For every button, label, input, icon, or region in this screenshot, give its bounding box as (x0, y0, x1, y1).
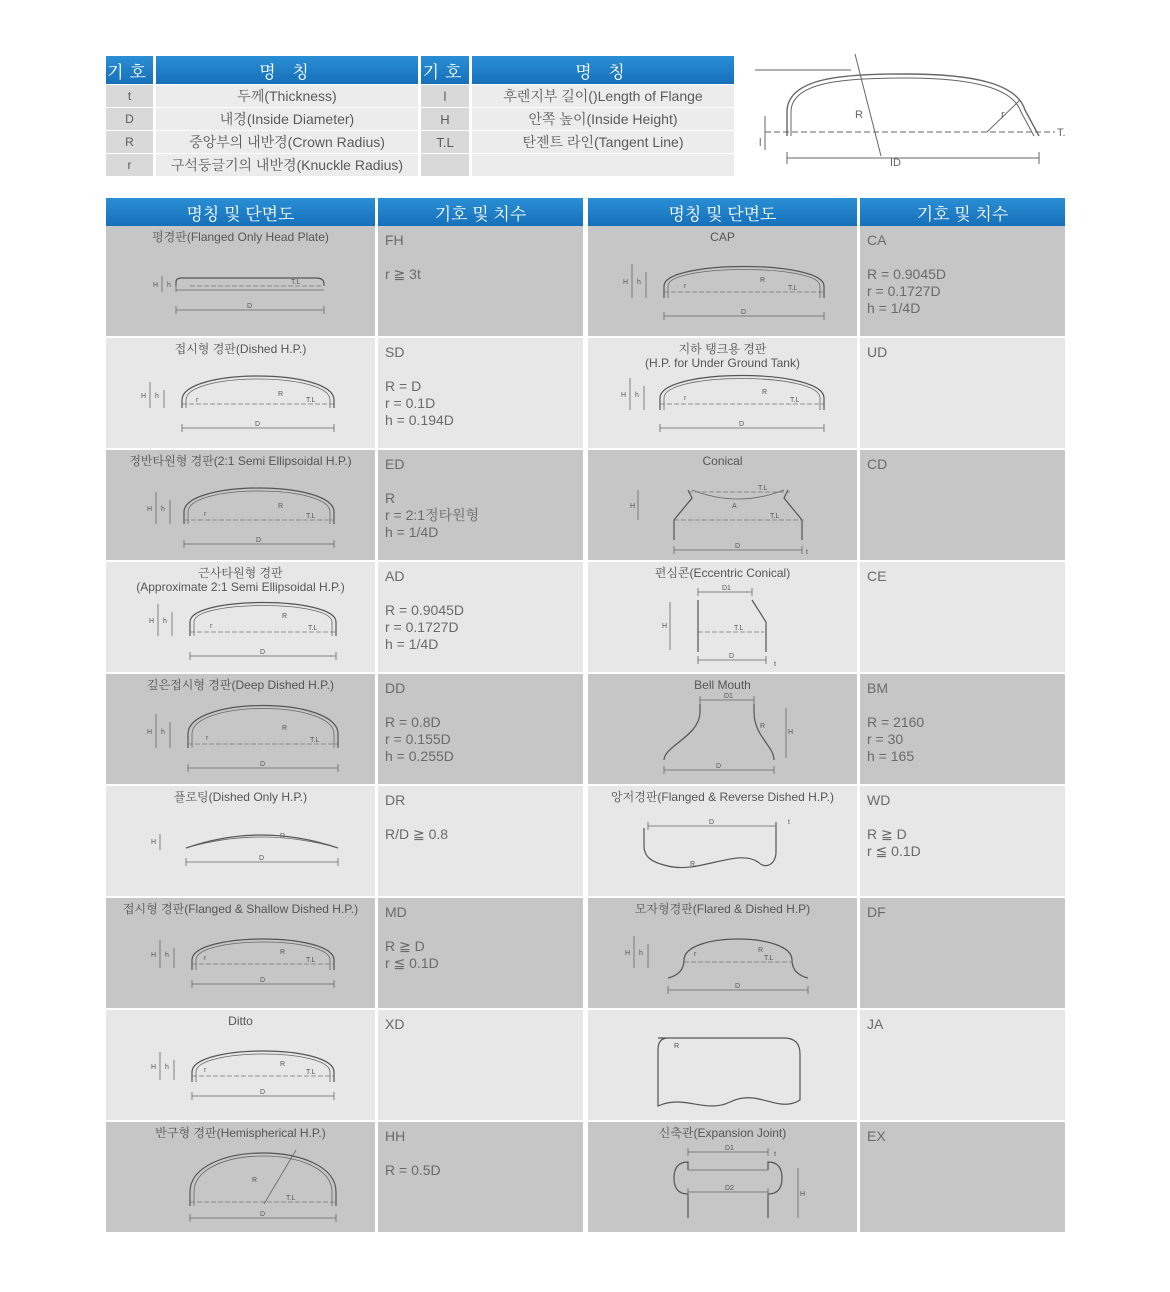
type-code: JA (867, 1016, 884, 1032)
cross-section-drawing (106, 674, 375, 784)
dim-label: T.L (306, 397, 316, 404)
spec-value: r = 30 (867, 731, 904, 747)
spec-row (588, 226, 1065, 336)
component-name-sub: (Approximate 2:1 Semi Ellipsoidal H.P.) (136, 580, 345, 594)
component-name: 신축관(Expansion Joint) (658, 1126, 787, 1140)
type-code: DR (385, 792, 406, 808)
cross-section-drawing (106, 338, 375, 448)
dimension-values (867, 826, 921, 860)
legend-header-name: 명 칭 (156, 56, 418, 84)
spec-value: R = D (385, 378, 422, 394)
symbol-dimension-cell (860, 226, 1065, 336)
dim-label: T.L (770, 513, 780, 520)
cross-section-drawing (588, 898, 857, 1008)
component-name: Bell Mouth (694, 678, 751, 692)
type-code: HH (385, 1128, 406, 1144)
dim-label: t (774, 1151, 776, 1158)
dim-label: r (210, 623, 213, 630)
spec-row (588, 338, 1065, 448)
name-cross-section-cell (588, 450, 857, 560)
legend-row (106, 108, 734, 130)
component-name: 반구형 경판(Hemispherical H.P.) (155, 1126, 326, 1140)
symbol-dimension-cell (378, 898, 583, 1008)
dim-label: r (684, 395, 687, 402)
cross-section-drawing (588, 562, 857, 672)
spec-value: r ≦ 0.1D (867, 843, 921, 859)
type-code: CE (867, 568, 887, 584)
symbol-dimension-cell (860, 338, 1065, 448)
dim-label: R (280, 1061, 286, 1068)
symbol-dimension-cell (378, 338, 583, 448)
dim-label: D (260, 1089, 266, 1096)
dim-label: R (758, 947, 764, 954)
diagram-label-r: r (1001, 109, 1005, 121)
dimension-values (385, 826, 448, 843)
type-code: UD (867, 344, 888, 360)
dim-label: R (674, 1043, 680, 1050)
dim-label: R (282, 725, 288, 732)
spec-value: R = 0.5D (385, 1162, 441, 1178)
legend-name: 두께(Thickness) (156, 85, 418, 107)
dim-label: R (280, 833, 286, 840)
component-name-sub: (H.P. for Under Ground Tank) (645, 356, 800, 370)
legend-name: 탄젠트 라인(Tangent Line) (472, 131, 734, 153)
dim-label: D (260, 977, 266, 984)
type-code: CD (867, 456, 888, 472)
spec-value: r = 2:1정타원형 (385, 507, 480, 523)
dim-label: D (260, 649, 266, 656)
dim-label: h (161, 729, 165, 736)
dim-label: t (806, 549, 808, 556)
spec-row (588, 1010, 1065, 1120)
component-name: 지하 탱크용 경판 (678, 342, 767, 356)
dim-label: R (278, 503, 284, 510)
spec-row (106, 1122, 583, 1232)
header-spec: 기호 및 치수 (860, 198, 1065, 226)
dim-label: D (716, 763, 722, 770)
legend-header-name-2: 명 칭 (472, 56, 734, 84)
dim-label: D (260, 1211, 266, 1218)
dim-label: R (252, 1177, 258, 1184)
symbol-dimension-cell (378, 562, 583, 672)
dim-label: T.L (306, 957, 316, 964)
spec-row (588, 450, 1065, 560)
dim-label: R (278, 391, 284, 398)
dimension-values (385, 1162, 441, 1179)
spec-row (588, 786, 1065, 896)
dim-label: R (762, 389, 768, 396)
symbol-dimension-cell (860, 562, 1065, 672)
component-name: 접시형 경판(Flanged & Shallow Dished H.P.) (122, 902, 359, 916)
dim-label: T.L (306, 513, 316, 520)
dim-label: T.L (788, 285, 798, 292)
dim-label: D (729, 653, 735, 660)
symbol-dimension-cell (860, 674, 1065, 784)
legend-symbol (421, 154, 469, 176)
type-code: WD (867, 792, 891, 808)
dim-label: h (635, 392, 639, 399)
dim-label: r (694, 951, 697, 958)
type-code: ED (385, 456, 405, 472)
dim-label: h (163, 618, 167, 625)
spec-value: r = 0.1727D (385, 619, 459, 635)
header-name-section: 명칭 및 단면도 (106, 198, 375, 226)
dim-label: H (621, 392, 627, 399)
legend-name: 후렌지부 길이()Length of Flange (472, 85, 734, 107)
dim-label: h (637, 279, 641, 286)
name-cross-section-cell (588, 1010, 857, 1120)
symbol-dimension-cell (378, 786, 583, 896)
spec-row (106, 450, 583, 560)
legend-name: 중앙부의 내반경(Crown Radius) (156, 131, 418, 153)
dim-label: R (280, 949, 286, 956)
name-cross-section-cell (588, 1122, 857, 1232)
cross-section-drawing (106, 226, 375, 336)
dim-label: h (639, 950, 643, 957)
dim-label: D1 (725, 1145, 734, 1152)
symbol-dimension-cell (860, 1122, 1065, 1232)
left-spec-table (106, 198, 583, 1232)
type-code: FH (385, 232, 404, 248)
type-code: CA (867, 232, 887, 248)
spec-value: r ≧ 3t (385, 266, 421, 282)
cross-section-drawing (588, 1010, 857, 1120)
spec-value: r = 0.155D (385, 731, 451, 747)
legend-symbol: D (106, 108, 153, 130)
dim-label: H (141, 393, 147, 400)
name-cross-section-cell (588, 338, 857, 448)
spec-value: R ≧ D (867, 826, 907, 842)
name-cross-section-cell (106, 1010, 375, 1120)
dim-label: D1 (722, 585, 731, 592)
dim-label: H (625, 950, 631, 957)
spec-value: R = 0.9045D (385, 602, 464, 618)
legend-header-symbol-2: 기호 (421, 56, 469, 84)
dim-label: D (260, 761, 266, 768)
symbol-dimension-cell (378, 226, 583, 336)
type-code: AD (385, 568, 405, 584)
spec-row (106, 898, 583, 1008)
diagram-label-l: l (759, 137, 762, 149)
dim-label: D (735, 983, 741, 990)
cross-section-drawing (588, 338, 857, 448)
dim-label: D (259, 855, 265, 862)
dim-label: h (167, 282, 171, 289)
right-spec-table (588, 198, 1065, 1232)
dimension-values (867, 266, 946, 317)
cross-section-drawing (588, 1122, 857, 1232)
dim-label: r (204, 511, 207, 518)
dim-label: D (256, 537, 262, 544)
name-cross-section-cell (106, 1122, 375, 1232)
head-reference-diagram (755, 52, 1075, 177)
component-name: 깊은접시형 경판(Deep Dished H.P.) (147, 678, 334, 692)
component-name: 플로팅(Dished Only H.P.) (173, 790, 308, 804)
name-cross-section-cell (588, 562, 857, 672)
symbol-dimension-cell (860, 898, 1065, 1008)
legend-name (472, 154, 734, 176)
dim-label: D2 (725, 1185, 734, 1192)
name-cross-section-cell (106, 786, 375, 896)
dim-label: h (161, 506, 165, 513)
component-name: 접시형 경판(Dished H.P.) (174, 342, 307, 356)
dim-label: H (151, 952, 157, 959)
type-code: SD (385, 344, 405, 360)
dim-label: D (255, 421, 261, 428)
symbol-dimension-cell (378, 1010, 583, 1120)
symbol-dimension-cell (860, 1010, 1065, 1120)
name-cross-section-cell (588, 786, 857, 896)
spec-value: R = 0.8D (385, 714, 441, 730)
dimension-values (867, 714, 924, 765)
cross-section-drawing (106, 898, 375, 1008)
legend-symbol: T.L (421, 131, 469, 153)
spec-value: h = 165 (867, 748, 915, 764)
legend-row (106, 85, 734, 107)
spec-row (588, 562, 1065, 672)
spec-row (106, 1010, 583, 1120)
dimension-values (385, 938, 439, 972)
dim-label: D (247, 303, 253, 310)
spec-row (106, 786, 583, 896)
cross-section-drawing (588, 226, 857, 336)
dimension-values (385, 602, 464, 653)
cross-section-drawing (106, 562, 375, 672)
legend-symbol: R (106, 131, 153, 153)
legend-symbol: r (106, 154, 153, 176)
dim-label: H (147, 506, 153, 513)
dim-label: H (149, 618, 155, 625)
spec-row (588, 898, 1065, 1008)
dim-label: r (204, 955, 207, 962)
spec-value: r = 0.1727D (867, 283, 941, 299)
dim-label: T.L (764, 955, 774, 962)
symbol-dimension-cell (378, 674, 583, 784)
dim-label: t (774, 661, 776, 668)
dim-label: D (735, 543, 741, 550)
dim-label: H (151, 839, 157, 846)
component-name: 정반타원형 경판(2:1 Semi Ellipsoidal H.P.) (129, 454, 352, 468)
type-code: BM (867, 680, 888, 696)
spec-value: h = 1/4D (867, 300, 921, 316)
spec-value: r ≦ 0.1D (385, 955, 439, 971)
component-name: Conical (702, 454, 743, 468)
component-name: Ditto (228, 1014, 253, 1028)
component-name: 앙저경판(Flanged & Reverse Dished H.P.) (611, 790, 834, 804)
cross-section-drawing (106, 450, 375, 560)
dim-label: r (684, 283, 687, 290)
spec-value: R ≧ D (385, 938, 425, 954)
spec-row (106, 674, 583, 784)
component-name: 평경판(Flanged Only Head Plate) (152, 230, 329, 244)
component-name: 모자형경판(Flared & Dished H.P) (634, 902, 811, 916)
cross-section-drawing (588, 786, 857, 896)
name-cross-section-cell (106, 226, 375, 336)
legend-symbol: l (421, 85, 469, 107)
type-code: XD (385, 1016, 405, 1032)
symbol-dimension-cell (860, 450, 1065, 560)
dimension-values (385, 378, 454, 429)
spec-value: R (385, 490, 396, 506)
table-header (588, 198, 1065, 226)
dim-label: H (662, 623, 668, 630)
dim-label: D (709, 819, 715, 826)
name-cross-section-cell (106, 898, 375, 1008)
legend-row (106, 154, 734, 176)
name-cross-section-cell (106, 338, 375, 448)
legend-table (106, 56, 734, 176)
dim-label: r (206, 735, 209, 742)
spec-value: R/D ≧ 0.8 (385, 826, 449, 842)
dimension-values (385, 714, 454, 765)
cross-section-drawing (106, 786, 375, 896)
dim-label: T.L (758, 485, 768, 492)
symbol-dimension-cell (378, 450, 583, 560)
dim-label: R (760, 277, 766, 284)
cross-section-drawing (106, 1010, 375, 1120)
symbol-dimension-cell (378, 1122, 583, 1232)
cross-section-drawing (588, 674, 857, 784)
legend-header-symbol: 기호 (106, 56, 153, 84)
spec-row (106, 226, 583, 336)
name-cross-section-cell (106, 450, 375, 560)
name-cross-section-cell (106, 562, 375, 672)
dimension-values (385, 490, 479, 541)
dim-label: T.L (790, 397, 800, 404)
dim-label: h (165, 1064, 169, 1071)
dim-label: H (788, 729, 794, 736)
dim-label: H (800, 1191, 806, 1198)
name-cross-section-cell (588, 226, 857, 336)
spec-value: h = 1/4D (385, 636, 439, 652)
dim-label: H (147, 729, 153, 736)
symbol-dimension-cell (860, 786, 1065, 896)
spec-row (588, 1122, 1065, 1232)
dim-label: R (760, 723, 766, 730)
type-code: DF (867, 904, 886, 920)
dim-label: H (151, 1064, 157, 1071)
spec-value: R = 2160 (867, 714, 925, 730)
type-code: DD (385, 680, 406, 696)
dim-label: h (155, 393, 159, 400)
spec-value: h = 0.255D (385, 748, 454, 764)
cross-section-drawing (588, 450, 857, 560)
spec-row (588, 674, 1065, 784)
component-name: CAP (710, 230, 735, 244)
table-header (106, 198, 583, 226)
dim-label: D (739, 421, 745, 428)
dim-label: T.L (310, 737, 320, 744)
component-name: 근사타원형 경판 (198, 566, 283, 580)
cross-section-drawing (106, 1122, 375, 1232)
component-name: 편심콘(Eccentric Conical) (654, 566, 791, 580)
dim-label: A (732, 503, 737, 510)
legend-name: 내경(Inside Diameter) (156, 108, 418, 130)
legend-name: 안쪽 높이(Inside Height) (472, 108, 734, 130)
spec-value: h = 1/4D (385, 524, 439, 540)
spec-value: h = 0.194D (385, 412, 454, 428)
spec-value: r = 0.1D (385, 395, 436, 411)
diagram-label-id: ID (890, 157, 901, 169)
spec-row (106, 338, 583, 448)
spec-value: R = 0.9045D (867, 266, 946, 282)
dim-label: T.L (291, 279, 301, 286)
dim-label: T.L (308, 625, 318, 632)
dim-label: H (623, 279, 629, 286)
dim-label: R (690, 861, 696, 868)
legend-header (106, 56, 734, 84)
type-code: EX (867, 1128, 886, 1144)
dim-label: R (282, 613, 288, 620)
dim-label: T.L (306, 1069, 316, 1076)
legend-row (106, 131, 734, 153)
dim-label: T.L (286, 1195, 296, 1202)
legend-name: 구석둥글기의 내반경(Knuckle Radius) (156, 154, 418, 176)
dim-label: T.L (734, 625, 744, 632)
dim-label: D (741, 309, 747, 316)
dim-label: r (204, 1067, 207, 1074)
legend-symbol: H (421, 108, 469, 130)
dim-label: h (165, 952, 169, 959)
diagram-label-tl: T. (1057, 127, 1066, 139)
header-spec: 기호 및 치수 (378, 198, 583, 226)
dim-label: t (788, 819, 790, 826)
dim-label: H (630, 503, 636, 510)
legend-symbol: t (106, 85, 153, 107)
diagram-label-R: R (855, 109, 863, 121)
header-name-section: 명칭 및 단면도 (588, 198, 857, 226)
dim-label: r (196, 397, 199, 404)
spec-row (106, 562, 583, 672)
dim-label: H (153, 282, 159, 289)
dimension-values (385, 266, 421, 283)
name-cross-section-cell (588, 898, 857, 1008)
name-cross-section-cell (106, 674, 375, 784)
dim-label: D1 (724, 693, 733, 700)
name-cross-section-cell (588, 674, 857, 784)
type-code: MD (385, 904, 407, 920)
